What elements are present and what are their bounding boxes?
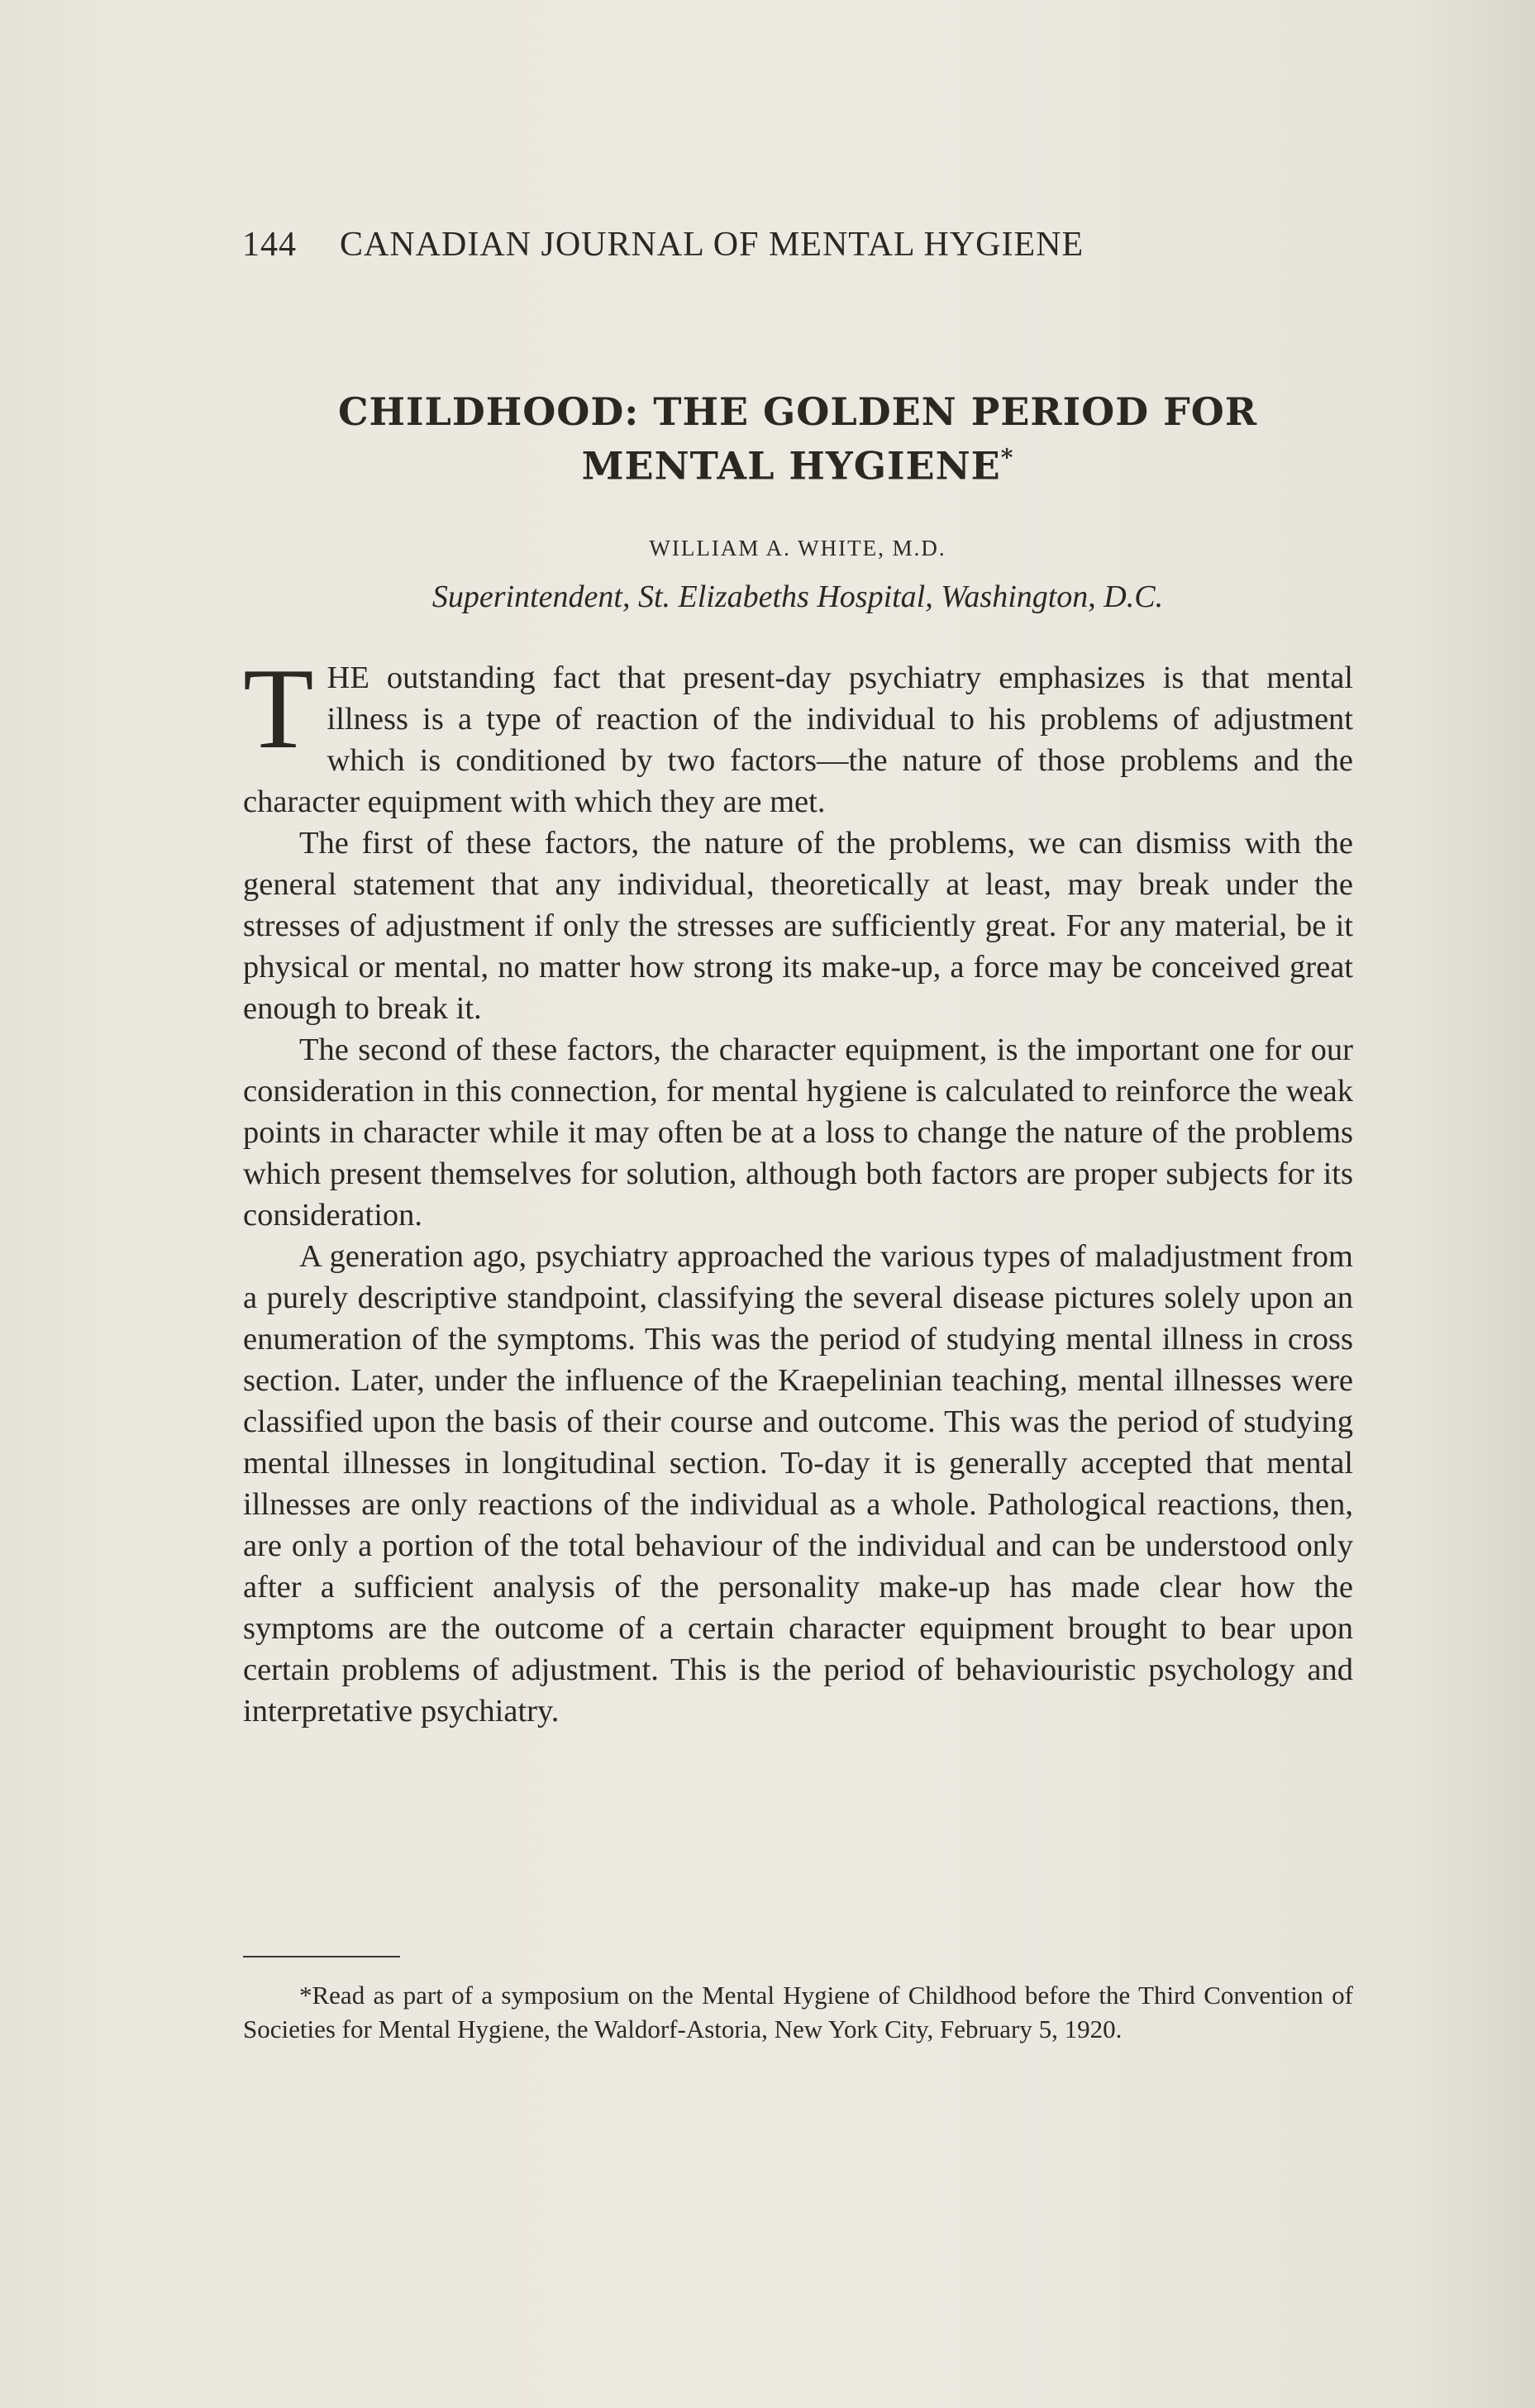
paragraph-1-text: HE outstanding fact that present-day psychiatry emphasizes is that mental illness is a type of reaction of the individual to his problems of adjustment which is conditioned by two factors—the nature of those problems and the character equipment with which they are met. (243, 660, 1353, 819)
journal-title: CANADIAN JOURNAL OF MENTAL HYGIENE (340, 226, 1085, 264)
page-number: 144 (242, 226, 297, 264)
article-title (240, 389, 1356, 489)
author-affiliation: Superintendent, St. Elizabeths Hospital, Washington, D.C. (431, 579, 1164, 614)
paragraph-4: A generation ago, psychiatry approached the various types of maladjustment from a purely descriptive standpoint, classifying the several disease pictures solely upon an enumeration of the symptoms. This was the period of studying mental illness in cross section. Later, under the influence of the Kraepelinian teaching, mental illnesses were classified upon the basis of their course and outcome. This was the period of studying mental illnesses in longitudinal section. To-day it is generally accepted that mental illnesses are only reactions of the individual as a whole. Pathological reactions, then, are only a portion of the total behaviour of the individual and can be understood only after a sufficient analysis of the personality make-up has made clear how the symptoms are the outcome of a certain character equipment brought to bear upon certain problems of adjustment. This is the period of behaviouristic psychology and interpretative psychiatry. (243, 1239, 1353, 1729)
paragraph-3: The second of these factors, the character equipment, is the important one for our consideration in this connection, for mental hygiene is calculated to reinforce the weak points in character while it may often be at a loss to change the nature of the problems which present themselves for solution, although both factors are proper subjects for its consideration. (243, 1032, 1353, 1233)
drop-cap: T (243, 645, 314, 773)
paragraph-1 (243, 645, 1353, 823)
footnote-text: *Read as part of a symposium on the Mental Hygiene of Childhood before the Third Convention of Societies for Mental Hygiene, the Waldorf-Astoria, New York City, February 5, 1920. (243, 1981, 1353, 2043)
author-name: WILLIAM A. WHITE, M.D. (649, 536, 946, 560)
article-title-text: CHILDHOOD: THE GOLDEN PERIOD FOR MENTAL HYGIENE (337, 389, 1258, 489)
footnote-marker: * (1000, 444, 1014, 471)
article-body (243, 645, 1353, 1732)
paragraph-2: The first of these factors, the nature of the problems, we can dismiss with the general statement that any individual, theoretically at least, may break under the stresses of adjustment if only the stresses are sufficiently great. For any material, be it physical or mental, no matter how strong its make-up, a force may be conceived great enough to break it. (243, 826, 1353, 1026)
footnote (243, 1978, 1353, 2046)
running-head (242, 225, 1084, 265)
footnote-rule (243, 1956, 400, 1957)
